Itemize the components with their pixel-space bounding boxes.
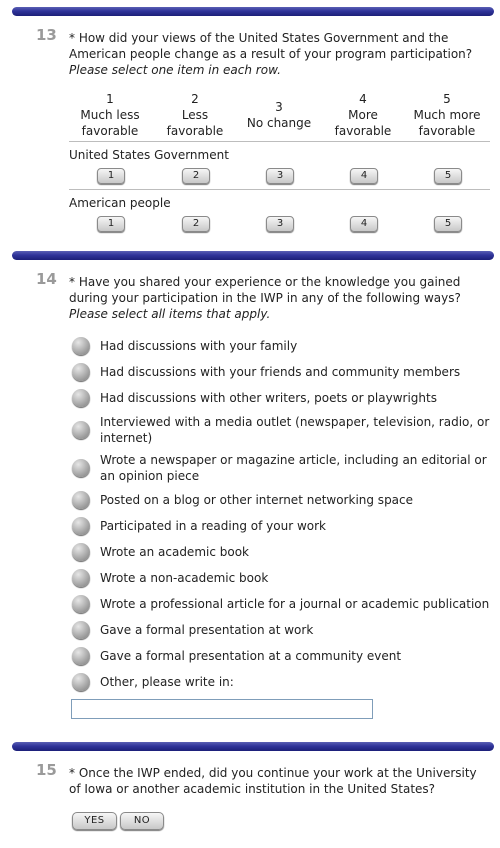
yes-button[interactable]: YES	[72, 812, 117, 830]
rating-button-4[interactable]: 4	[350, 168, 378, 184]
question-number: 14	[36, 270, 57, 288]
rating-button-1[interactable]: 1	[97, 168, 125, 184]
option-label: Gave a formal presentation at work	[100, 623, 314, 637]
rating-button-1[interactable]: 1	[97, 216, 125, 232]
section-divider	[12, 251, 494, 260]
rating-button-2[interactable]: 2	[182, 216, 210, 232]
rating-button-5[interactable]: 5	[434, 216, 462, 232]
rating-button-2[interactable]: 2	[182, 168, 210, 184]
checkbox-icon[interactable]	[72, 569, 90, 587]
option-label: Had discussions with your friends and community members	[100, 365, 461, 379]
checkbox-icon[interactable]	[72, 647, 90, 665]
option-label: Gave a formal presentation at a community event	[100, 649, 402, 663]
other-write-in-input[interactable]	[71, 699, 373, 719]
row-label-american-people: American people	[69, 196, 171, 210]
row-separator	[69, 189, 490, 190]
column-header: 3 No change	[246, 100, 312, 130]
question-number: 13	[36, 26, 57, 44]
checkbox-icon[interactable]	[72, 459, 90, 477]
option-label: Had discussions with your family	[100, 339, 298, 353]
option-label: Had discussions with other writers, poets or playwrights	[100, 391, 437, 405]
section-divider	[12, 742, 494, 751]
question-instruction: Please select one item in each row.	[69, 63, 281, 77]
question-text: * Once the IWP ended, did you continue your work at the University of Iowa or another academic institution in the United States?	[69, 766, 477, 796]
question-text	[69, 274, 489, 322]
checkbox-icon[interactable]	[72, 543, 90, 561]
checkbox-icon[interactable]	[72, 595, 90, 613]
section-divider	[12, 7, 494, 16]
option-label: Wrote a professional article for a journal or academic publication	[100, 597, 490, 611]
question-number: 15	[36, 761, 57, 779]
question-instruction: Please select all items that apply.	[69, 307, 271, 321]
column-header: 4 More favorable	[334, 92, 392, 138]
checkbox-icon[interactable]	[72, 517, 90, 535]
rating-button-3[interactable]: 3	[266, 168, 294, 184]
checkbox-icon[interactable]	[72, 621, 90, 639]
option-label: Wrote an academic book	[100, 545, 250, 559]
column-header: 5 Much more favorable	[413, 92, 481, 138]
question-prompt: * How did your views of the United States Government and the American people change as a result of your program participation?	[69, 31, 473, 61]
question-prompt: * Have you shared your experience or the knowledge you gained during your participation in the IWP in any of the following ways?	[69, 275, 461, 305]
checkbox-icon[interactable]	[72, 363, 90, 381]
option-label: Posted on a blog or other internet networking space	[100, 493, 414, 507]
option-label: Wrote a non-academic book	[100, 571, 269, 585]
rating-button-5[interactable]: 5	[434, 168, 462, 184]
option-label: Other, please write in:	[100, 675, 234, 689]
option-label: Interviewed with a media outlet (newspaper, television, radio, or internet)	[100, 415, 490, 445]
checkbox-icon[interactable]	[72, 673, 90, 691]
option-label: Wrote a newspaper or magazine article, including an editorial or an opinion piece	[100, 453, 487, 483]
rating-button-4[interactable]: 4	[350, 216, 378, 232]
checkbox-icon[interactable]	[72, 389, 90, 407]
row-separator	[69, 141, 490, 142]
checkbox-icon[interactable]	[72, 337, 90, 355]
column-header: 1 Much less favorable	[80, 92, 140, 138]
no-button[interactable]: NO	[120, 812, 164, 830]
option-label: Participated in a reading of your work	[100, 519, 326, 533]
checkbox-icon[interactable]	[72, 421, 90, 439]
question-text	[69, 30, 489, 78]
row-label-government: United States Government	[69, 148, 229, 162]
column-header: 2 Less favorable	[166, 92, 224, 138]
checkbox-icon[interactable]	[72, 491, 90, 509]
rating-button-3[interactable]: 3	[266, 216, 294, 232]
